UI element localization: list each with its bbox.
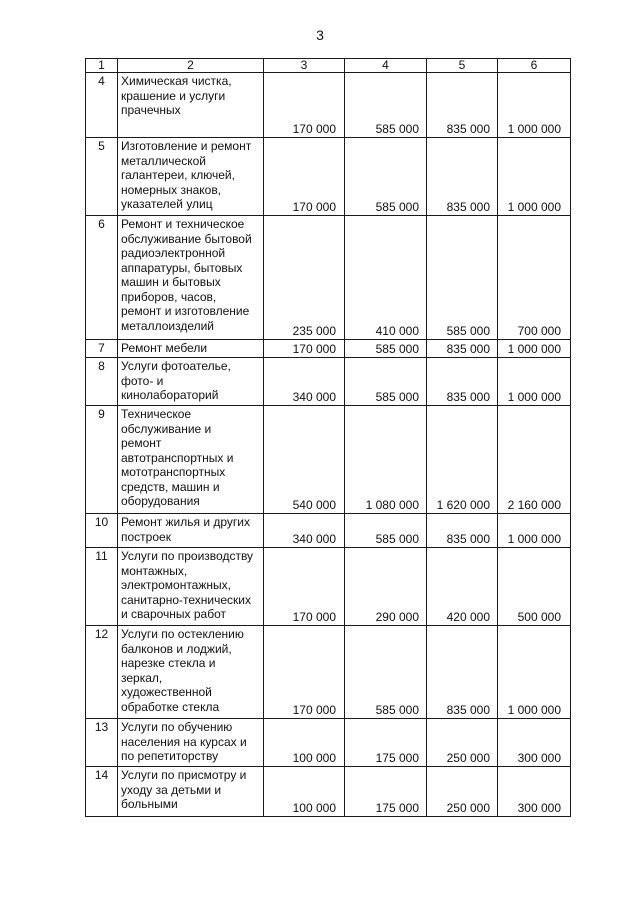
tariff-table bbox=[85, 58, 571, 817]
service-name: Услуги по присмотру и уходу за детьми и больными bbox=[118, 767, 264, 817]
value-col-5: 835 000 bbox=[427, 514, 498, 548]
value-col-6: 300 000 bbox=[498, 719, 571, 767]
value-col-4: 585 000 bbox=[345, 358, 427, 406]
value-col-5: 250 000 bbox=[427, 719, 498, 767]
column-header-5: 5 bbox=[427, 59, 498, 73]
value-col-6: 1 000 000 bbox=[498, 73, 571, 138]
column-header-1: 1 bbox=[86, 59, 118, 73]
service-name: Ремонт жилья и других построек bbox=[118, 514, 264, 548]
value-col-3: 170 000 bbox=[264, 73, 345, 138]
value-col-4: 410 000 bbox=[345, 216, 427, 340]
service-name: Услуги по производству монтажных, электромонтажных, санитарно-технических и сварочных работ bbox=[118, 548, 264, 626]
row-number: 14 bbox=[86, 767, 118, 817]
value-col-3: 340 000 bbox=[264, 358, 345, 406]
table-row bbox=[86, 216, 571, 340]
value-col-6: 1 000 000 bbox=[498, 138, 571, 216]
row-number: 6 bbox=[86, 216, 118, 340]
table-row bbox=[86, 548, 571, 626]
value-col-3: 100 000 bbox=[264, 767, 345, 817]
table-row bbox=[86, 406, 571, 514]
table-row bbox=[86, 73, 571, 138]
value-col-3: 170 000 bbox=[264, 548, 345, 626]
value-col-3: 540 000 bbox=[264, 406, 345, 514]
value-col-3: 170 000 bbox=[264, 626, 345, 719]
value-col-6: 2 160 000 bbox=[498, 406, 571, 514]
row-number: 5 bbox=[86, 138, 118, 216]
value-col-5: 1 620 000 bbox=[427, 406, 498, 514]
value-col-3: 235 000 bbox=[264, 216, 345, 340]
value-col-3: 100 000 bbox=[264, 719, 345, 767]
service-name: Услуги по обучению населения на курсах и по репетиторству bbox=[118, 719, 264, 767]
value-col-6: 500 000 bbox=[498, 548, 571, 626]
value-col-5: 835 000 bbox=[427, 340, 498, 358]
table-header-row bbox=[86, 59, 571, 73]
row-number: 7 bbox=[86, 340, 118, 358]
value-col-5: 835 000 bbox=[427, 138, 498, 216]
service-name: Услуги фотоателье, фото- и кинолабораторий bbox=[118, 358, 264, 406]
service-name: Химическая чистка, крашение и услуги прачечных bbox=[118, 73, 264, 138]
value-col-6: 1 000 000 bbox=[498, 358, 571, 406]
row-number: 11 bbox=[86, 548, 118, 626]
value-col-4: 1 080 000 bbox=[345, 406, 427, 514]
value-col-4: 585 000 bbox=[345, 138, 427, 216]
table-row bbox=[86, 767, 571, 817]
table-row bbox=[86, 340, 571, 358]
row-number: 12 bbox=[86, 626, 118, 719]
table-row bbox=[86, 514, 571, 548]
table-row bbox=[86, 138, 571, 216]
row-number: 9 bbox=[86, 406, 118, 514]
value-col-4: 585 000 bbox=[345, 626, 427, 719]
service-name: Ремонт и техническое обслуживание бытовой радиоэлектронной аппаратуры, бытовых машин и бытовых приборов, часов, ремонт и изготовление металлоизделий bbox=[118, 216, 264, 340]
value-col-3: 170 000 bbox=[264, 138, 345, 216]
value-col-6: 300 000 bbox=[498, 767, 571, 817]
value-col-5: 835 000 bbox=[427, 358, 498, 406]
row-number: 8 bbox=[86, 358, 118, 406]
value-col-6: 1 000 000 bbox=[498, 514, 571, 548]
page-number: 3 bbox=[316, 27, 324, 43]
row-number: 10 bbox=[86, 514, 118, 548]
value-col-4: 175 000 bbox=[345, 719, 427, 767]
value-col-3: 170 000 bbox=[264, 340, 345, 358]
column-header-2: 2 bbox=[118, 59, 264, 73]
value-col-4: 585 000 bbox=[345, 340, 427, 358]
value-col-6: 700 000 bbox=[498, 216, 571, 340]
value-col-6: 1 000 000 bbox=[498, 340, 571, 358]
value-col-4: 175 000 bbox=[345, 767, 427, 817]
service-name: Техническое обслуживание и ремонт автотранспортных и мототранспортных средств, машин и оборудования bbox=[118, 406, 264, 514]
row-number: 4 bbox=[86, 73, 118, 138]
value-col-6: 1 000 000 bbox=[498, 626, 571, 719]
row-number: 13 bbox=[86, 719, 118, 767]
value-col-5: 835 000 bbox=[427, 626, 498, 719]
column-header-3: 3 bbox=[264, 59, 345, 73]
service-name: Услуги по остеклению балконов и лоджий, нарезке стекла и зеркал, художественной обработке стекла bbox=[118, 626, 264, 719]
table-row bbox=[86, 626, 571, 719]
column-header-4: 4 bbox=[345, 59, 427, 73]
value-col-4: 585 000 bbox=[345, 73, 427, 138]
table-row bbox=[86, 719, 571, 767]
value-col-5: 835 000 bbox=[427, 73, 498, 138]
table-row bbox=[86, 358, 571, 406]
value-col-3: 340 000 bbox=[264, 514, 345, 548]
service-name: Изготовление и ремонт металлической галантереи, ключей, номерных знаков, указателей улиц bbox=[118, 138, 264, 216]
value-col-5: 420 000 bbox=[427, 548, 498, 626]
column-header-6: 6 bbox=[498, 59, 571, 73]
service-name: Ремонт мебели bbox=[118, 340, 264, 358]
value-col-4: 585 000 bbox=[345, 514, 427, 548]
value-col-5: 250 000 bbox=[427, 767, 498, 817]
value-col-4: 290 000 bbox=[345, 548, 427, 626]
value-col-5: 585 000 bbox=[427, 216, 498, 340]
